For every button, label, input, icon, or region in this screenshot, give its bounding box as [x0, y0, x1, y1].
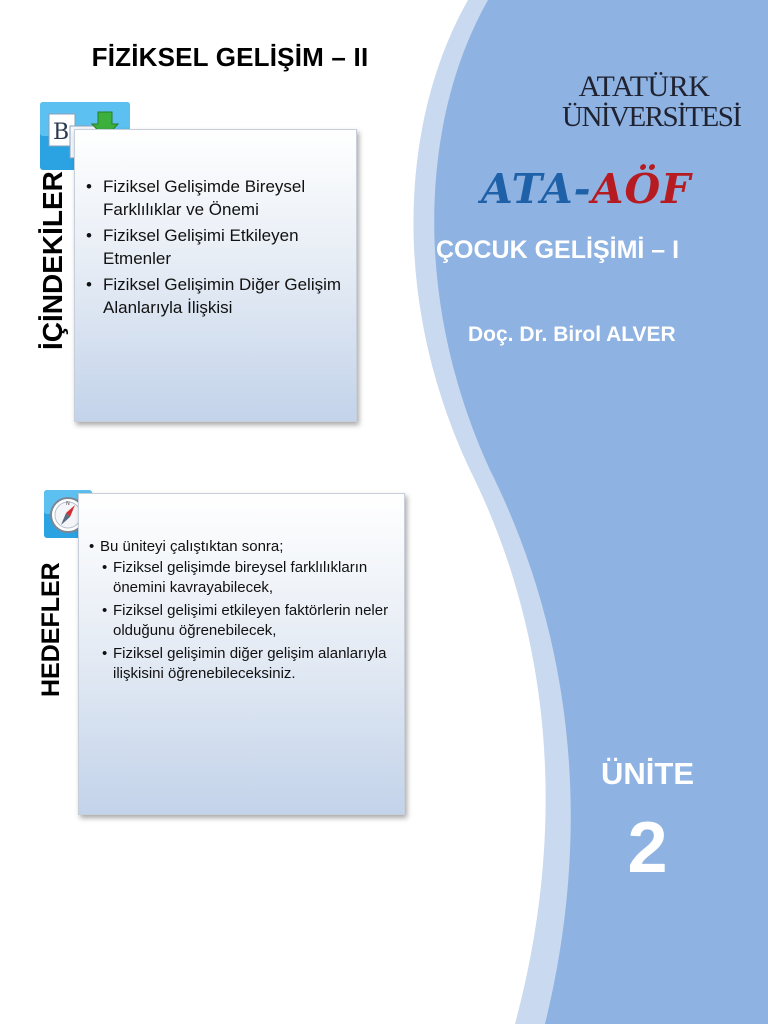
contents-item: • Fiziksel Gelişimi Etkileyen Etmenler: [103, 224, 346, 270]
goals-card: [78, 493, 405, 815]
goals-intro: [100, 537, 394, 683]
goals-item: • Fiziksel gelişimi etkileyen faktörlerin neler olduğunu öğrenebilecek,: [113, 601, 394, 640]
goals-sublist: [100, 556, 394, 683]
unit-number: 2: [627, 808, 668, 888]
svg-text:N: N: [66, 501, 70, 507]
goals-item: • Fiziksel gelişimin diğer gelişim alanlarıyla ilişkisini öğrenebileceksiniz.: [113, 644, 394, 683]
course-title: ÇOCUK GELİŞİMİ – I: [436, 236, 680, 264]
university-logo: [562, 70, 741, 133]
unit-label: ÜNİTE: [601, 756, 694, 791]
contents-item: • Fiziksel Gelişimin Diğer Gelişim Alanlarıyla İlişkisi: [103, 273, 346, 319]
aof-logo-part: AÖF: [591, 165, 692, 213]
svg-text:B: B: [53, 120, 70, 145]
goals-side-label: HEDEFLER: [37, 562, 65, 697]
author-name: Doç. Dr. Birol ALVER: [468, 323, 676, 346]
contents-list: [75, 130, 356, 319]
contents-side-label: İÇİNDEKİLER: [37, 171, 68, 350]
page-title: FİZİKSEL GELİŞİM – II: [91, 42, 369, 72]
goals-item: • Fiziksel gelişimde bireysel farklılıkların önemini kavrayabilecek,: [113, 558, 394, 597]
contents-card: [74, 129, 357, 422]
ata-logo-part: ATA-: [481, 165, 592, 213]
contents-item: • Fiziksel Gelişimde Bireysel Farklılıklar ve Önemi: [103, 175, 346, 221]
goals-intro-text: Bu üniteyi çalıştıktan sonra;: [100, 538, 284, 555]
university-logo-line1: ATATÜRK: [578, 70, 710, 103]
goals-list: [79, 494, 404, 683]
ata-aof-logo: [481, 165, 721, 215]
university-logo-line2: ÜNİVERSİTESİ: [562, 101, 741, 133]
